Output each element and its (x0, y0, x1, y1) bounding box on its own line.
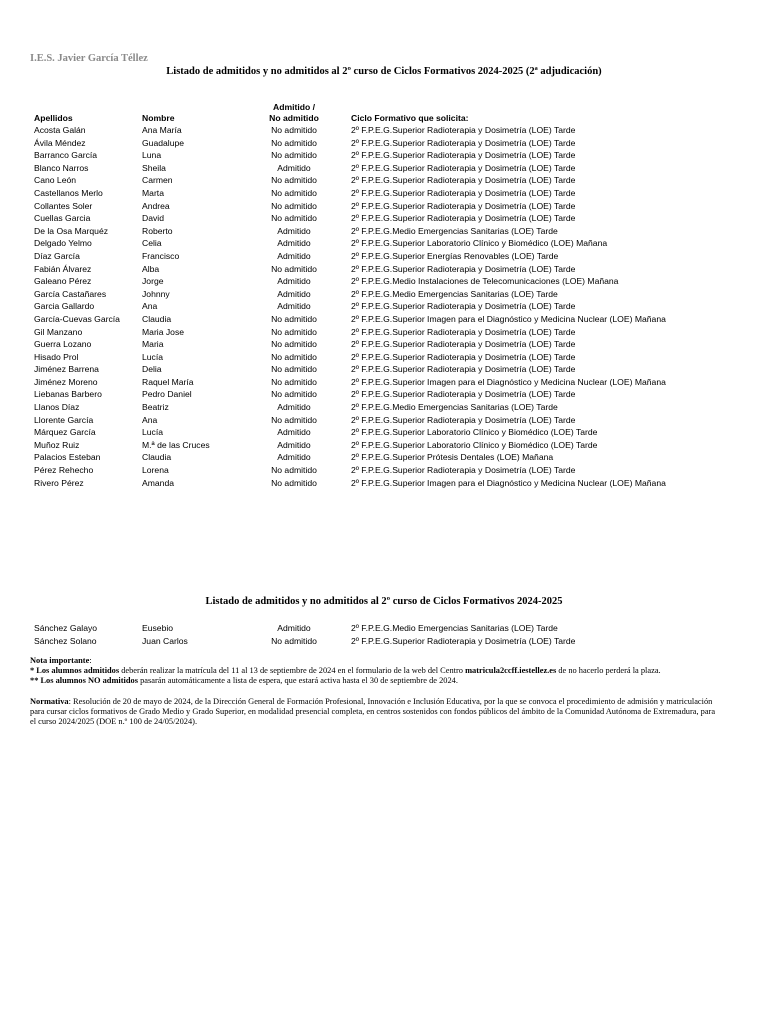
table-row (0, 414, 768, 427)
cell-ciclo: 2º F.P.E.G.Superior Radioterapia y Dosimetría (LOE) Tarde (351, 263, 576, 274)
cell-estado: No admitido (271, 263, 317, 274)
cell-ciclo: 2º F.P.E.G.Superior Radioterapia y Dosimetría (LOE) Tarde (351, 635, 576, 646)
table-row (0, 237, 768, 250)
cell-estado: No admitido (271, 414, 317, 425)
cell-ciclo: 2º F.P.E.G.Superior Imagen para el Diagnóstico y Medicina Nuclear (LOE) Mañana (351, 477, 666, 488)
cell-estado: Admitido (277, 452, 311, 463)
cell-nombre: Sheila (142, 162, 166, 173)
note-admitidos-text: deberán realizar la matrícula del 11 al 13 de septiembre de 2024 en el formulario de la web del Centro (119, 666, 466, 676)
cell-apellidos: Hisado Prol (34, 351, 79, 362)
table-row (0, 351, 768, 364)
cell-apellidos: Liebanas Barbero (34, 389, 102, 400)
cell-estado: Admitido (277, 225, 311, 236)
cell-estado: No admitido (271, 175, 317, 186)
cell-ciclo: 2º F.P.E.G.Superior Energías Renovables (LOE) Tarde (351, 250, 559, 261)
table-row (0, 200, 768, 213)
cell-nombre: Andrea (142, 200, 170, 211)
cell-apellidos: Garcia Gallardo (34, 301, 95, 312)
cell-apellidos: Barranco García (34, 150, 98, 161)
table-row (0, 124, 768, 137)
table-row (0, 263, 768, 276)
cell-ciclo: 2º F.P.E.G.Medio Emergencias Sanitarias (LOE) Tarde (351, 402, 558, 413)
cell-estado: Admitido (277, 288, 311, 299)
cell-nombre: Claudia (142, 313, 172, 324)
cell-estado: No admitido (271, 313, 317, 324)
cell-estado: No admitido (271, 150, 317, 161)
cell-estado: Admitido (277, 427, 311, 438)
cell-nombre: Roberto (142, 225, 173, 236)
cell-nombre: Lorena (142, 465, 169, 476)
cell-ciclo: 2º F.P.E.G.Medio Instalaciones de Telecomunicaciones (LOE) Mañana (351, 276, 619, 287)
normativa-label: Normativa (30, 697, 69, 706)
cell-nombre: Lucía (142, 427, 164, 438)
list-title-second: Listado de admitidos y no admitidos al 2º curso de Ciclos Formativos 2024-2025 (205, 596, 563, 607)
normativa (30, 697, 722, 728)
cell-apellidos: Sánchez Galayo (34, 623, 98, 633)
cell-apellidos: Jiménez Moreno (34, 376, 98, 387)
table-row (0, 162, 768, 175)
cell-estado: Admitido (277, 238, 311, 249)
note-no-admitidos (30, 676, 730, 686)
cell-apellidos: Rivero Pérez (34, 477, 84, 488)
header-estado-line1: Admitido / (272, 102, 315, 112)
note-admitidos (30, 666, 730, 676)
admissions-table (0, 124, 768, 489)
cell-estado: No admitido (271, 187, 317, 198)
cell-ciclo: 2º F.P.E.G.Superior Radioterapia y Dosimetría (LOE) Tarde (351, 187, 576, 198)
cell-estado: Admitido (277, 276, 311, 287)
cell-apellidos: García Castañares (34, 288, 107, 299)
cell-nombre: Alba (142, 263, 160, 274)
cell-estado: Admitido (277, 301, 311, 312)
cell-apellidos: De la Osa Marquéz (34, 225, 109, 236)
cell-estado: No admitido (271, 477, 317, 488)
table-row (0, 376, 768, 389)
cell-apellidos: Acosta Galán (34, 125, 86, 135)
cell-nombre: Guadalupe (142, 137, 185, 148)
table-row (0, 477, 768, 490)
cell-nombre: Marta (142, 187, 164, 198)
cell-estado: Admitido (277, 250, 311, 261)
table-row (0, 388, 768, 401)
cell-ciclo: 2º F.P.E.G.Superior Laboratorio Clínico y Biomédico (LOE) Tarde (351, 439, 598, 450)
table-row (0, 187, 768, 200)
cell-nombre: Ana (142, 301, 158, 312)
cell-nombre: Raquel María (142, 376, 194, 387)
table-row (0, 149, 768, 162)
cell-estado: Admitido (277, 623, 311, 633)
important-note (30, 656, 730, 687)
cell-apellidos: Fabián Álvarez (34, 263, 92, 274)
cell-apellidos: Díaz García (34, 250, 80, 261)
cell-ciclo: 2º F.P.E.G.Superior Radioterapia y Dosimetría (LOE) Tarde (351, 465, 576, 476)
cell-ciclo: 2º F.P.E.G.Superior Prótesis Dentales (LOE) Mañana (351, 452, 554, 463)
cell-ciclo: 2º F.P.E.G.Superior Radioterapia y Dosimetría (LOE) Tarde (351, 200, 576, 211)
cell-ciclo: 2º F.P.E.G.Medio Emergencias Sanitarias (LOE) Tarde (351, 288, 558, 299)
cell-ciclo: 2º F.P.E.G.Superior Radioterapia y Dosimetría (LOE) Tarde (351, 125, 576, 135)
cell-nombre: Maria Jose (142, 326, 185, 337)
cell-ciclo: 2º F.P.E.G.Superior Laboratorio Clínico y Biomédico (LOE) Tarde (351, 427, 598, 438)
cell-apellidos: Cuellas Garcia (34, 213, 91, 224)
table-row (0, 338, 768, 351)
cell-ciclo: 2º F.P.E.G.Medio Emergencias Sanitarias (LOE) Tarde (351, 225, 558, 236)
table-row (0, 300, 768, 313)
table-row (0, 401, 768, 414)
cell-estado: No admitido (271, 364, 317, 375)
table-row (0, 439, 768, 452)
cell-apellidos: Cano León (34, 175, 77, 186)
note-no-admitidos-label: ** Los alumnos NO admitidos (30, 676, 138, 686)
header-estado-line2: No admitido (269, 113, 319, 123)
header-nombre: Nombre (142, 113, 175, 123)
table-row (0, 174, 768, 187)
cell-nombre: Lucía (142, 351, 164, 362)
cell-nombre: Amanda (142, 477, 175, 488)
header-estado (256, 102, 332, 124)
admissions-table-second (0, 622, 768, 647)
cell-estado: Admitido (277, 162, 311, 173)
cell-nombre: Eusebio (142, 623, 174, 633)
cell-apellidos: Delgado Yelmo (34, 238, 92, 249)
cell-nombre: Jorge (142, 276, 164, 287)
cell-ciclo: 2º F.P.E.G.Superior Imagen para el Diagnóstico y Medicina Nuclear (LOE) Mañana (351, 313, 666, 324)
cell-ciclo: 2º F.P.E.G.Superior Radioterapia y Dosimetría (LOE) Tarde (351, 137, 576, 148)
cell-nombre: Delia (142, 364, 162, 375)
table-row (0, 212, 768, 225)
note-heading-line (30, 656, 730, 666)
note-website: matricula2ccff.iestellez.es (465, 666, 557, 676)
cell-apellidos: Llanos Díaz (34, 402, 80, 413)
cell-apellidos: Castellanos Merlo (34, 187, 103, 198)
cell-estado: No admitido (271, 351, 317, 362)
cell-nombre: Beatriz (142, 402, 169, 413)
school-name: I.E.S. Javier García Téllez (30, 53, 148, 64)
cell-estado: Admitido (277, 439, 311, 450)
cell-nombre: Celia (142, 238, 162, 249)
note-admitidos-label: * Los alumnos admitidos (30, 666, 120, 676)
table-row (0, 464, 768, 477)
cell-apellidos: Llorente García (34, 414, 94, 425)
table-row (0, 426, 768, 439)
cell-nombre: Juan Carlos (142, 635, 188, 646)
cell-estado: No admitido (271, 125, 317, 135)
cell-apellidos: Collantes Soler (34, 200, 93, 211)
cell-ciclo: 2º F.P.E.G.Superior Laboratorio Clínico y Biomédico (LOE) Mañana (351, 238, 608, 249)
cell-ciclo: 2º F.P.E.G.Superior Radioterapia y Dosimetría (LOE) Tarde (351, 351, 576, 362)
cell-apellidos: Pérez Rehecho (34, 465, 94, 476)
cell-apellidos: Sánchez Solano (34, 635, 97, 646)
cell-ciclo: 2º F.P.E.G.Medio Emergencias Sanitarias (LOE) Tarde (351, 623, 558, 633)
table-row (0, 363, 768, 376)
note-no-admitidos-text: pasarán automáticamente a lista de espera, que estará activa hasta el 30 de septiembre de 2024. (137, 676, 458, 686)
cell-apellidos: Palacios Esteban (34, 452, 101, 463)
cell-estado: No admitido (271, 213, 317, 224)
cell-nombre: Ana María (142, 125, 182, 135)
cell-ciclo: 2º F.P.E.G.Superior Radioterapia y Dosimetría (LOE) Tarde (351, 339, 576, 350)
cell-ciclo: 2º F.P.E.G.Superior Radioterapia y Dosimetría (LOE) Tarde (351, 175, 576, 186)
cell-estado: No admitido (271, 635, 317, 646)
table-row (0, 288, 768, 301)
cell-apellidos: Galeano Pérez (34, 276, 92, 287)
cell-nombre: M.ª de las Cruces (142, 439, 210, 450)
cell-nombre: Maria (142, 339, 164, 350)
cell-estado: No admitido (271, 389, 317, 400)
cell-apellidos: Gil Manzano (34, 326, 83, 337)
cell-ciclo: 2º F.P.E.G.Superior Radioterapia y Dosimetría (LOE) Tarde (351, 213, 576, 224)
cell-nombre: Johnny (142, 288, 170, 299)
header-ciclo: Ciclo Formativo que solicita: (351, 113, 469, 123)
normativa-text: : Resolución de 20 de mayo de 2024, de la Dirección General de Formación Profesional, Innovación e Inclusión Educativa, por la que se convoca el procedimiento de admisión y matriculación para cursar ciclos formativos de Grado Medio y Grado Superior, en modalidad presencial completa, en centros sostenidos con fondos públicos del ámbito de la Comunidad Autónoma de Extremadura, para el curso 2024/2025 (DOE n.º 100 de 24/05/2024). (30, 697, 716, 727)
cell-ciclo: 2º F.P.E.G.Superior Radioterapia y Dosimetría (LOE) Tarde (351, 150, 576, 161)
table-row (0, 250, 768, 263)
cell-ciclo: 2º F.P.E.G.Superior Radioterapia y Dosimetría (LOE) Tarde (351, 301, 576, 312)
list-title: Listado de admitidos y no admitidos al 2º curso de Ciclos Formativos 2024-2025 (2ª adjudicación) (166, 66, 602, 77)
cell-nombre: Pedro Daniel (142, 389, 192, 400)
cell-estado: No admitido (271, 326, 317, 337)
cell-nombre: Luna (142, 150, 162, 161)
cell-ciclo: 2º F.P.E.G.Superior Radioterapia y Dosimetría (LOE) Tarde (351, 162, 576, 173)
cell-estado: No admitido (271, 200, 317, 211)
cell-nombre: Carmen (142, 175, 173, 186)
cell-nombre: Francisco (142, 250, 180, 261)
cell-estado: No admitido (271, 137, 317, 148)
cell-apellidos: Jiménez Barrena (34, 364, 99, 375)
cell-ciclo: 2º F.P.E.G.Superior Radioterapia y Dosimetría (LOE) Tarde (351, 364, 576, 375)
cell-estado: No admitido (271, 339, 317, 350)
table-row (0, 275, 768, 288)
cell-ciclo: 2º F.P.E.G.Superior Imagen para el Diagnóstico y Medicina Nuclear (LOE) Mañana (351, 376, 666, 387)
table-row (0, 622, 768, 635)
header-apellidos: Apellidos (34, 113, 73, 123)
cell-ciclo: 2º F.P.E.G.Superior Radioterapia y Dosimetría (LOE) Tarde (351, 326, 576, 337)
table-row (0, 137, 768, 150)
table-row (0, 326, 768, 339)
cell-estado: No admitido (271, 465, 317, 476)
table-row (0, 313, 768, 326)
cell-ciclo: 2º F.P.E.G.Superior Radioterapia y Dosimetría (LOE) Tarde (351, 389, 576, 400)
cell-nombre: David (142, 213, 164, 224)
cell-apellidos: Márquez García (34, 427, 96, 438)
cell-ciclo: 2º F.P.E.G.Superior Radioterapia y Dosimetría (LOE) Tarde (351, 414, 576, 425)
cell-apellidos: García-Cuevas García (34, 313, 120, 324)
cell-apellidos: Muñoz Ruiz (34, 439, 80, 450)
note-heading: Nota importante (30, 656, 90, 665)
cell-estado: No admitido (271, 376, 317, 387)
table-row (0, 451, 768, 464)
cell-nombre: Claudia (142, 452, 172, 463)
note-admitidos-end: de no hacerlo perderá la plaza. (556, 666, 661, 676)
cell-nombre: Ana (142, 414, 158, 425)
cell-apellidos: Blanco Narros (34, 162, 89, 173)
cell-apellidos: Ávila Méndez (34, 137, 86, 148)
cell-estado: Admitido (277, 402, 311, 413)
table-row (0, 635, 768, 648)
table-row (0, 225, 768, 238)
cell-apellidos: Guerra Lozano (34, 339, 92, 350)
note-heading-colon: : (89, 656, 92, 665)
